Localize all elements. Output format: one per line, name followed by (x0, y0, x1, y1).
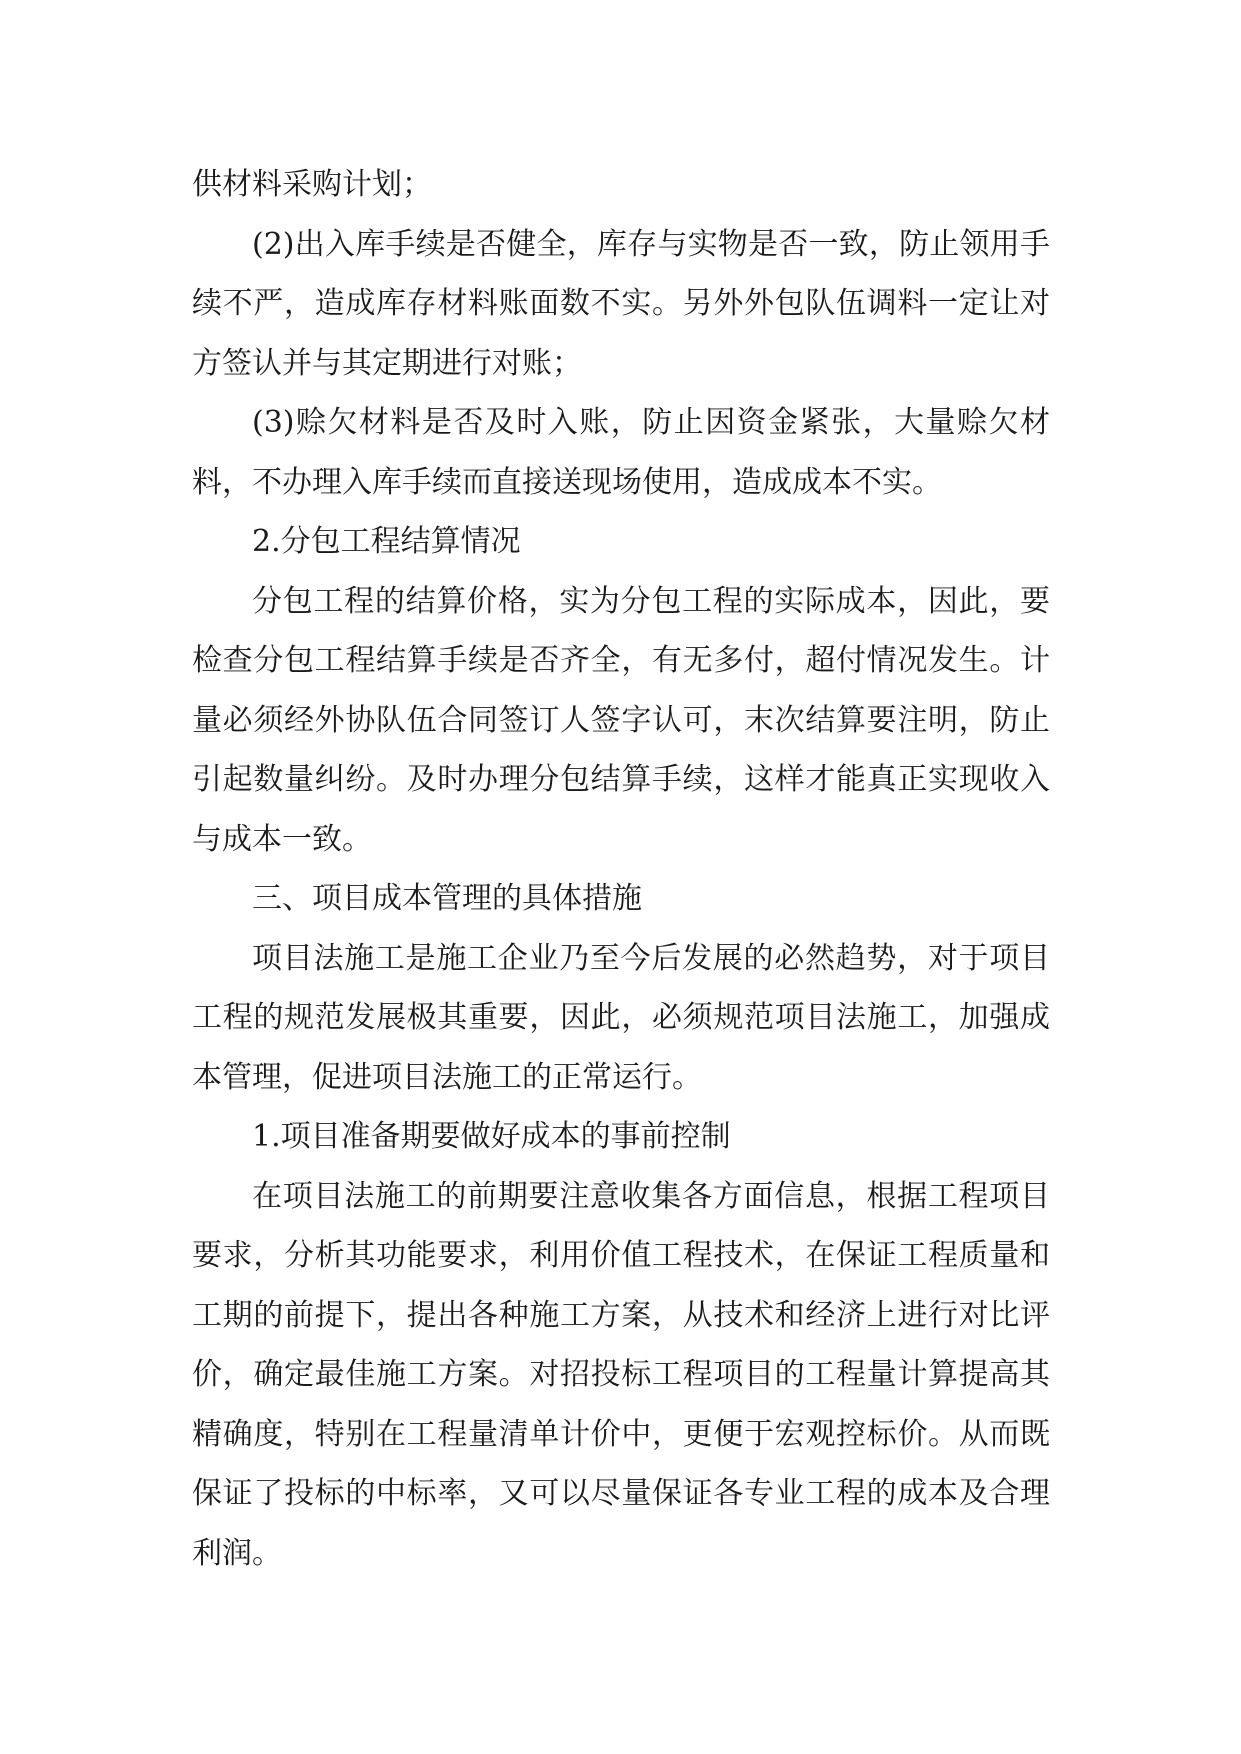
paragraph-item-3: (3)赊欠材料是否及时入账，防止因资金紧张，大量赊欠材料，不办理入库手续而直接送现场使用，造成成本不实。 (192, 405, 1050, 500)
body-text (192, 155, 1050, 1583)
paragraph-preparation: 在项目法施工的前期要注意收集各方面信息，根据工程项目要求，分析其功能要求，利用价值工程技术，在保证工程质量和工期的前提下，提出各种施工方案，从技术和经济上进行对比评价，确定最佳施工方案。对招投标工程项目的工程量计算提高其精确度，特别在工程量清单计价中，更便于宏观控标价。从而既保证了投标的中标率，又可以尽量保证各专业工程的成本及合理利润。 (192, 1178, 1050, 1571)
paragraph-item-2: (2)出入库手续是否健全，库存与实物是否一致，防止领用手续不严，造成库存材料账面数不实。另外外包队伍调料一定让对方签认并与其定期进行对账； (192, 226, 1050, 381)
paragraph-project-method: 项目法施工是施工企业乃至今后发展的必然趋势，对于项目工程的规范发展极其重要，因此，必须规范项目法施工，加强成本管理，促进项目法施工的正常运行。 (192, 940, 1050, 1095)
subheading-preparation-phase: 1.项目准备期要做好成本的事前控制 (252, 1119, 731, 1154)
section-heading-measures: 三、项目成本管理的具体措施 (252, 881, 642, 916)
paragraph-continuation: 供材料采购计划； (192, 167, 432, 202)
subheading-subcontract-settlement: 2.分包工程结算情况 (252, 524, 521, 559)
paragraph-subcontract: 分包工程的结算价格，实为分包工程的实际成本，因此，要检查分包工程结算手续是否齐全，有无多付，超付情况发生。计量必须经外协队伍合同签订人签字认可，末次结算要注明，防止引起数量纠纷。及时办理分包结算手续，这样才能真正实现收入与成本一致。 (192, 583, 1050, 857)
